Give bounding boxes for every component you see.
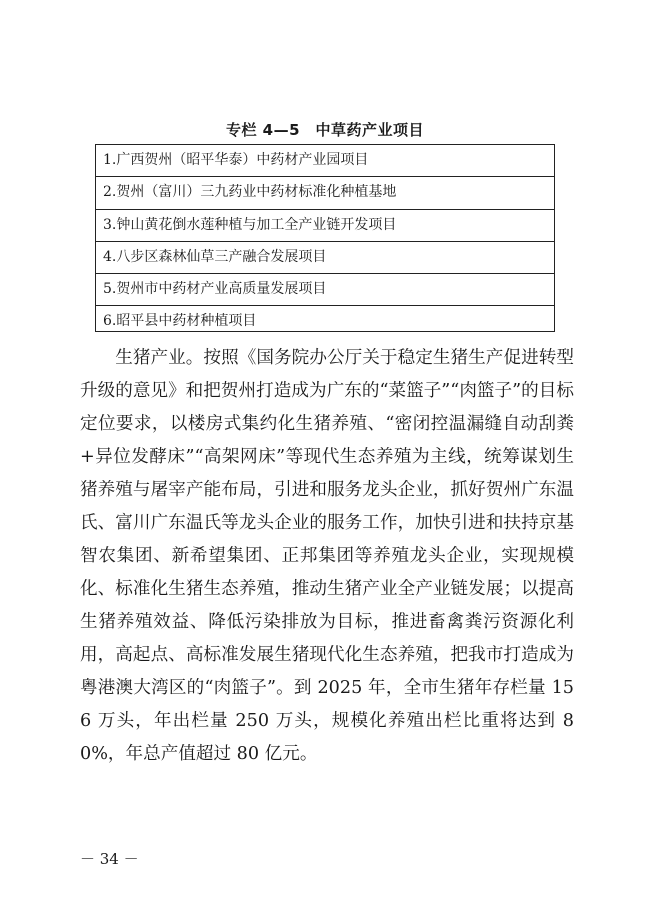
page-number: － 34 －: [80, 850, 139, 868]
body-paragraph: 生猪产业。按照《国务院办公厅关于稳定生猪生产促进转型升级的意见》和把贺州打造成为广东的“菜篮子”“肉篮子”的目标定位要求，以楼房式集约化生猪养殖、“密闭控温漏缝自动刮粪+异位发酵床”“高架网床”等现代生态养殖为主线，统筹谋划生猪养殖与屠宰产能布局，引进和服务龙头企业，抓好贺州广东温氏、富川广东温氏等龙头企业的服务工作，加快引进和扶持京基智农集团、新希望集团、正邦集团等养殖龙头企业，实现规模化、标准化生猪生态养殖，推动生猪产业全产业链发展；以提高生猪养殖效益、降低污染排放为目标，推进畜禽粪污资源化利用，高起点、高标准发展生猪现代化生态养殖，把我市打造成为粤港澳大湾区的“肉篮子”。到 2025 年，全市生猪年存栏量 156 万头，年出栏量 250 万头，规模化养殖出栏比重将达到 80%，年总产值超过 80 亿元。: [80, 348, 574, 764]
project-item: 5.贺州市中药材产业高质量发展项目: [96, 274, 554, 306]
project-item: 1.广西贺州（昭平华泰）中药材产业园项目: [96, 145, 554, 177]
project-item: 2.贺州（富川）三九药业中药材标准化种植基地: [96, 177, 554, 209]
project-item: 3.钟山黄花倒水莲种植与加工全产业链开发项目: [96, 210, 554, 242]
box-title: 专栏 4—5 中草药产业项目: [225, 121, 425, 139]
project-item: 6.昭平县中药材种植项目: [103, 313, 257, 330]
project-item: 4.八步区森林仙草三产融合发展项目: [96, 242, 554, 274]
project-list-box: [95, 144, 555, 332]
